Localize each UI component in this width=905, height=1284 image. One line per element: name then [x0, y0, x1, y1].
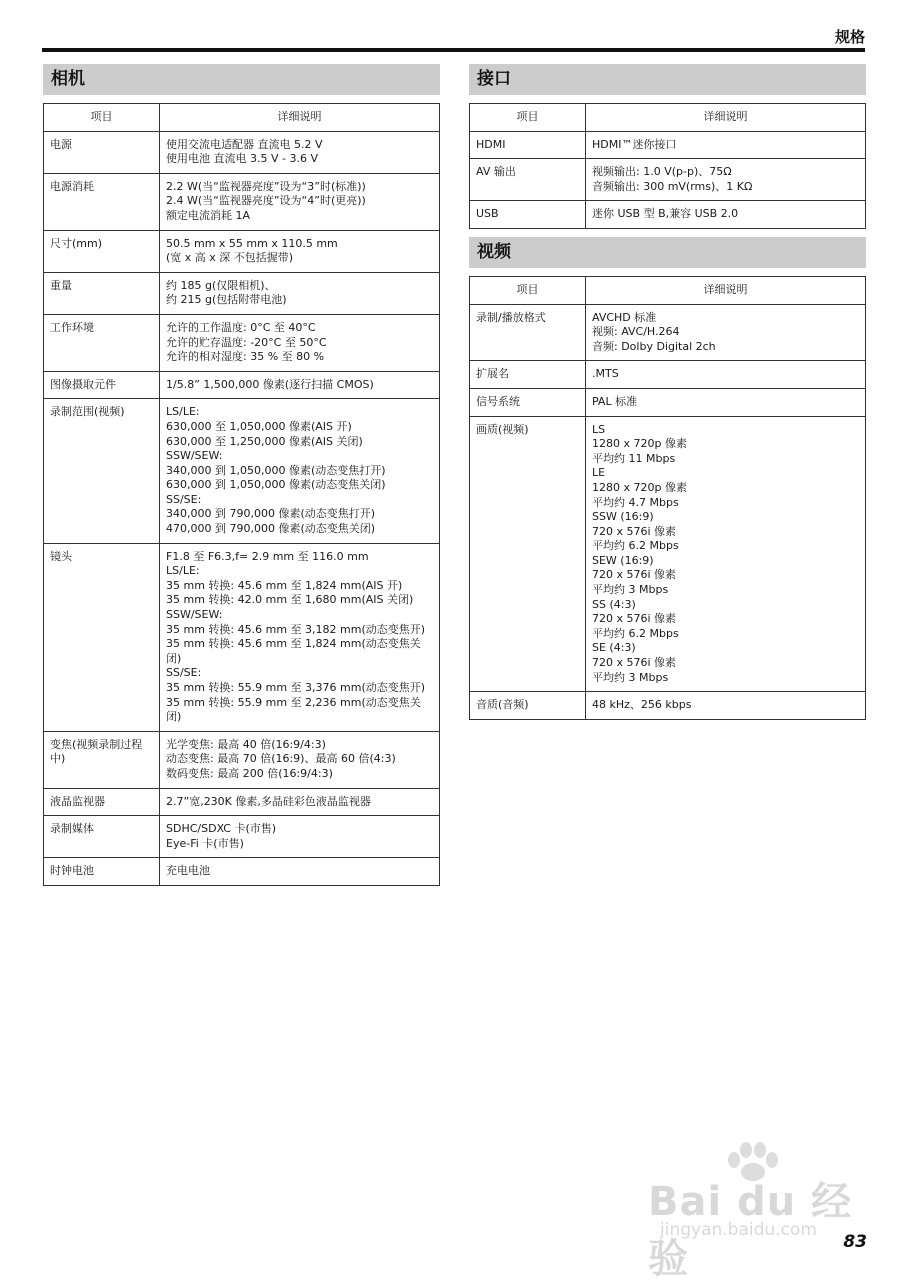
spec-detail-line: HDMI™迷你接口	[592, 137, 677, 151]
spec-detail-line: 2.2 W(当“监视器亮度”设为“3”时(标准))	[166, 179, 366, 193]
spec-detail-line: 340,000 到 1,050,000 像素(动态变焦打开)	[166, 463, 386, 477]
spec-detail-line: 1/5.8” 1,500,000 像素(逐行扫描 CMOS)	[166, 377, 374, 391]
spec-detail-line: 35 mm 转换: 55.9 mm 至 3,376 mm(动态变焦开)	[166, 681, 426, 694]
spec-item-label: USB	[470, 201, 586, 229]
spec-detail-line: 2.4 W(当“监视器亮度”设为“4”时(更亮))	[166, 194, 366, 208]
table-row	[44, 371, 440, 399]
spec-item-label: 镜头	[44, 543, 160, 731]
page-header-title: 规格	[834, 28, 865, 46]
spec-detail	[586, 388, 866, 416]
watermark-logo: Bai du 经验	[648, 1179, 853, 1282]
spec-detail-line: SSW/SEW:	[166, 449, 223, 463]
spec-detail	[160, 173, 440, 230]
spec-detail-line: .MTS	[592, 367, 619, 381]
table-row	[470, 304, 866, 361]
spec-item-label: HDMI	[470, 131, 586, 159]
spec-detail-line: 光学变焦: 最高 40 倍(16:9/4:3)	[166, 737, 326, 751]
table-row	[44, 272, 440, 314]
spec-detail	[160, 816, 440, 858]
spec-detail	[586, 159, 866, 201]
spec-detail-line: 允许的工作温度: 0°C 至 40°C	[166, 320, 316, 334]
spec-detail-line: 约 215 g(包括附带电池)	[166, 293, 287, 307]
right-column	[469, 64, 866, 720]
spec-detail-line: 允许的贮存温度: -20°C 至 50°C	[166, 335, 327, 349]
spec-detail-line: 1280 x 720p 像素	[592, 480, 687, 494]
table-row	[470, 388, 866, 416]
left-column	[43, 64, 440, 886]
spec-detail	[160, 731, 440, 788]
header-rule	[42, 48, 865, 52]
spec-detail-line: SS/SE:	[166, 492, 202, 506]
column-header-detail: 详细说明	[586, 276, 866, 304]
spec-item-label: 音质(音频)	[470, 692, 586, 720]
spec-detail	[586, 416, 866, 692]
spec-item-label: 信号系统	[470, 388, 586, 416]
section-title-camera: 相机	[43, 64, 440, 95]
spec-item-label: 电源消耗	[44, 173, 160, 230]
spec-detail	[586, 361, 866, 389]
spec-detail-line: 允许的相对湿度: 35 % 至 80 %	[166, 350, 325, 364]
column-header-item: 项目	[44, 104, 160, 132]
spec-detail-line: 音频: Dolby Digital 2ch	[592, 339, 716, 353]
table-row	[44, 131, 440, 173]
spec-detail	[586, 201, 866, 229]
spec-detail-line: 平均约 6.2 Mbps	[592, 539, 679, 553]
spec-detail	[160, 543, 440, 731]
video-spec-table	[469, 276, 866, 720]
table-row	[44, 173, 440, 230]
spec-detail-line: LS/LE:	[166, 405, 200, 419]
spec-detail-line: LS	[592, 422, 606, 436]
column-header-detail: 详细说明	[586, 104, 866, 132]
spec-detail-line: 470,000 到 790,000 像素(动态变焦关闭)	[166, 522, 376, 536]
spec-detail-line: 视频输出: 1.0 V(p-p)、75Ω	[592, 165, 732, 179]
spec-detail-line: 720 x 576i 像素	[592, 612, 677, 626]
spec-detail-line: SDHC/SDXC 卡(市售)	[166, 822, 277, 836]
spec-detail-line: 使用交流电适配器 直流电 5.2 V	[166, 137, 323, 151]
spec-detail-line: Eye-Fi 卡(市售)	[166, 836, 244, 850]
spec-detail	[586, 131, 866, 159]
spec-item-label: 画质(视频)	[470, 416, 586, 692]
table-row	[44, 816, 440, 858]
spec-detail-line: 额定电流消耗 1A	[166, 208, 251, 222]
spec-item-label: 变焦(视频录制过程中)	[44, 731, 160, 788]
table-row	[44, 858, 440, 886]
spec-detail-line: 35 mm 转换: 45.6 mm 至 1,824 mm(AIS 开)	[166, 578, 403, 592]
spec-detail-line: 平均约 3 Mbps	[592, 670, 669, 684]
spec-detail-line: SS (4:3)	[592, 597, 636, 611]
spec-item-label: 录制/播放格式	[470, 304, 586, 361]
baidu-jingyan-watermark	[640, 1140, 860, 1282]
table-header-row	[44, 104, 440, 132]
spec-item-label: 录制范围(视频)	[44, 399, 160, 543]
spec-detail-line: 动态变焦: 最高 70 倍(16:9)、最高 60 倍(4:3)	[166, 752, 396, 766]
spec-detail-line: 630,000 至 1,250,000 像素(AIS 关闭)	[166, 434, 363, 448]
spec-item-label: 扩展名	[470, 361, 586, 389]
table-row	[44, 399, 440, 543]
column-header-detail: 详细说明	[160, 104, 440, 132]
column-header-item: 项目	[470, 276, 586, 304]
spec-item-label: 录制媒体	[44, 816, 160, 858]
spec-detail	[586, 304, 866, 361]
spec-detail-line: 使用电池 直流电 3.5 V - 3.6 V	[166, 152, 318, 166]
spec-detail-line: SS/SE:	[166, 666, 202, 680]
section-title-video: 视频	[469, 237, 866, 268]
spec-detail-line: 35 mm 转换: 55.9 mm 至 2,236 mm(动态变焦关闭)	[166, 695, 421, 724]
spec-detail-line: 平均约 3 Mbps	[592, 583, 669, 597]
spec-item-label: 工作环境	[44, 314, 160, 371]
spec-detail-line: (宽 x 高 x 深 不包括握带)	[166, 251, 294, 265]
spec-detail	[160, 314, 440, 371]
spec-detail-line: 340,000 到 790,000 像素(动态变焦打开)	[166, 507, 376, 521]
camera-spec-table	[43, 103, 440, 886]
spec-detail-line: 音频输出: 300 mV(rms)、1 KΩ	[592, 179, 753, 193]
spec-detail	[160, 371, 440, 399]
section-title-interface: 接口	[469, 64, 866, 95]
spec-item-label: AV 输出	[470, 159, 586, 201]
spec-detail-line: SE (4:3)	[592, 641, 636, 655]
spec-detail-line: 720 x 576i 像素	[592, 656, 677, 670]
interface-spec-table	[469, 103, 866, 229]
spec-detail-line: 2.7”宽,230K 像素,多晶硅彩色液晶监视器	[166, 794, 371, 808]
spec-detail-line: 视频: AVC/H.264	[592, 325, 680, 339]
spec-detail-line: PAL 标准	[592, 394, 638, 408]
spec-detail-line: 迷你 USB 型 B,兼容 USB 2.0	[592, 207, 739, 221]
spec-detail-line: 35 mm 转换: 45.6 mm 至 3,182 mm(动态变焦开)	[166, 622, 426, 636]
spec-detail-line: 630,000 至 1,050,000 像素(AIS 开)	[166, 419, 352, 433]
page-number: 83	[843, 1232, 867, 1252]
spec-item-label: 时钟电池	[44, 858, 160, 886]
table-row	[470, 416, 866, 692]
spec-detail-line: 50.5 mm x 55 mm x 110.5 mm	[166, 236, 338, 250]
table-header-row	[470, 276, 866, 304]
table-header-row	[470, 104, 866, 132]
table-row	[470, 159, 866, 201]
watermark-url: jingyan.baidu.com	[660, 1220, 817, 1240]
spec-detail-line: 平均约 6.2 Mbps	[592, 626, 679, 640]
spec-detail-line: 35 mm 转换: 45.6 mm 至 1,824 mm(动态变焦关闭)	[166, 637, 421, 665]
table-row	[44, 543, 440, 731]
spec-detail-line: 约 185 g(仅限相机)、	[166, 278, 276, 292]
spec-detail-line: LS/LE:	[166, 564, 200, 578]
spec-detail	[160, 272, 440, 314]
spec-detail-line: F1.8 至 F6.3,f= 2.9 mm 至 116.0 mm	[166, 549, 369, 563]
table-row	[470, 692, 866, 720]
table-row	[44, 314, 440, 371]
spec-detail-line: AVCHD 标准	[592, 310, 657, 324]
spec-detail-line: 充电电池	[166, 864, 210, 878]
spec-detail-line: 平均约 4.7 Mbps	[592, 495, 679, 509]
table-row	[44, 731, 440, 788]
table-row	[470, 201, 866, 229]
spec-detail-line: 720 x 576i 像素	[592, 568, 677, 582]
spec-detail	[160, 399, 440, 543]
spec-detail-line: 630,000 到 1,050,000 像素(动态变焦关闭)	[166, 478, 386, 492]
spec-detail-line: SSW (16:9)	[592, 510, 654, 524]
table-row	[470, 131, 866, 159]
table-row	[44, 230, 440, 272]
table-row	[470, 361, 866, 389]
spec-detail-line: 数码变焦: 最高 200 倍(16:9/4:3)	[166, 766, 333, 780]
spec-detail-line: 1280 x 720p 像素	[592, 437, 687, 451]
spec-item-label: 尺寸(mm)	[44, 230, 160, 272]
spec-detail	[586, 692, 866, 720]
spec-item-label: 重量	[44, 272, 160, 314]
spec-detail-line: 720 x 576i 像素	[592, 524, 677, 538]
spec-detail	[160, 858, 440, 886]
spec-item-label: 液晶监视器	[44, 788, 160, 816]
spec-item-label: 图像摄取元件	[44, 371, 160, 399]
spec-detail-line: 35 mm 转换: 42.0 mm 至 1,680 mm(AIS 关闭)	[166, 593, 414, 607]
spec-detail-line: 48 kHz、256 kbps	[592, 698, 692, 712]
spec-detail-line: 平均约 11 Mbps	[592, 451, 676, 465]
spec-detail	[160, 131, 440, 173]
spec-detail-line: SSW/SEW:	[166, 608, 223, 622]
table-row	[44, 788, 440, 816]
spec-detail	[160, 230, 440, 272]
spec-detail-line: LE	[592, 466, 606, 480]
spec-detail	[160, 788, 440, 816]
column-header-item: 项目	[470, 104, 586, 132]
spec-item-label: 电源	[44, 131, 160, 173]
spec-detail-line: SEW (16:9)	[592, 553, 654, 567]
